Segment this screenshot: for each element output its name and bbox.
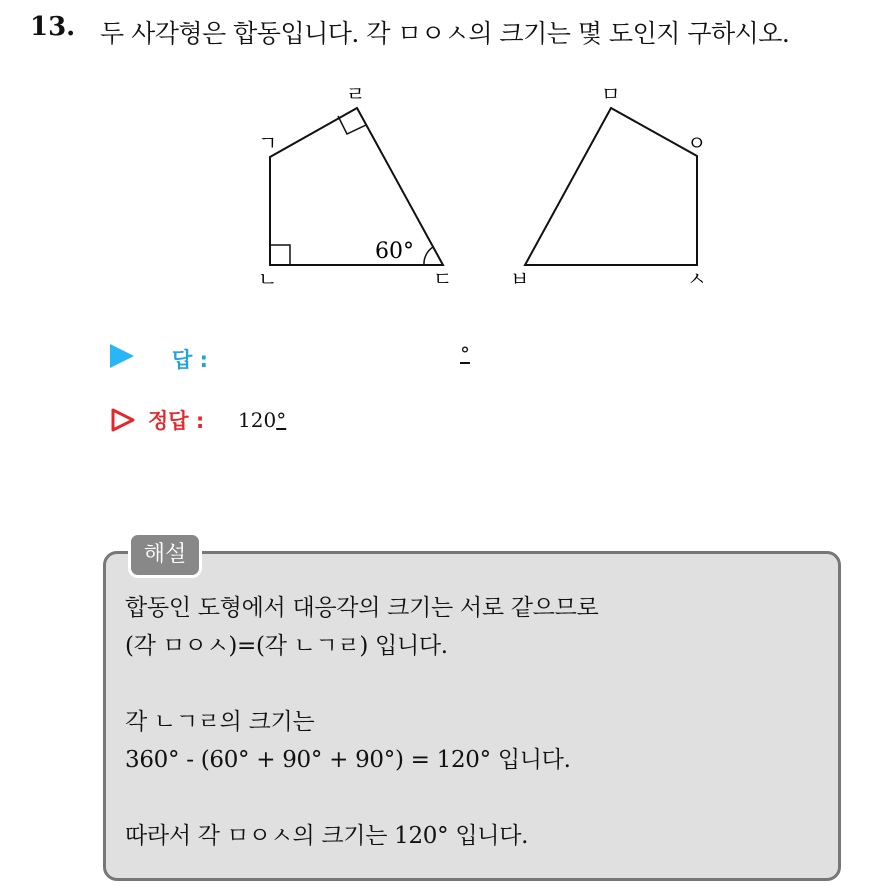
explanation-line-1: 합동인 도형에서 대응각의 크기는 서로 같으므로	[125, 595, 599, 621]
explanation-line-4: 360° - (60° + 90° + 90°) = 120° 입니다.	[125, 747, 571, 773]
vertex-label-r: ㄹ	[346, 82, 366, 106]
explanation-line-3: 각 ㄴㄱㄹ의 크기는	[125, 709, 315, 735]
question-text: 두 사각형은 합동입니다. 각 ㅁㅇㅅ의 크기는 몇 도인지 구하시오.	[100, 19, 790, 48]
vertex-label-d: ㄷ	[433, 267, 453, 291]
explanation-line-2: (각 ㅁㅇㅅ)=(각 ㄴㄱㄹ) 입니다.	[125, 633, 448, 659]
explanation-line-5: 따라서 각 ㅁㅇㅅ의 크기는 120° 입니다.	[125, 823, 529, 849]
correct-value	[238, 408, 286, 432]
answer-row	[110, 340, 610, 380]
answer-label: 답 :	[172, 348, 208, 372]
outline-arrow-icon	[110, 407, 136, 433]
quad-gnrd	[270, 108, 443, 265]
question-number: 13.	[30, 12, 76, 42]
correct-answer-row	[110, 403, 610, 443]
quad-mosb	[525, 108, 697, 265]
vertex-label-g: ㄱ	[258, 131, 278, 155]
right-angle-mark-n	[270, 245, 290, 265]
angle-label-60: 60°	[375, 239, 414, 264]
play-arrow-icon	[110, 344, 134, 368]
answer-blank[interactable]: °	[460, 342, 470, 366]
vertex-label-m: ㅁ	[601, 82, 621, 106]
vertex-label-n: ㄴ	[258, 267, 278, 291]
explanation-badge: 해설	[128, 532, 202, 578]
angle-arc-d	[424, 247, 433, 265]
correct-label: 정답 :	[148, 409, 205, 433]
correct-unit: °	[276, 408, 287, 432]
correct-number: 120	[238, 408, 277, 432]
vertex-label-o: ㅇ	[687, 131, 707, 155]
vertex-label-s: ㅅ	[687, 267, 707, 291]
vertex-label-b: ㅂ	[510, 267, 530, 291]
